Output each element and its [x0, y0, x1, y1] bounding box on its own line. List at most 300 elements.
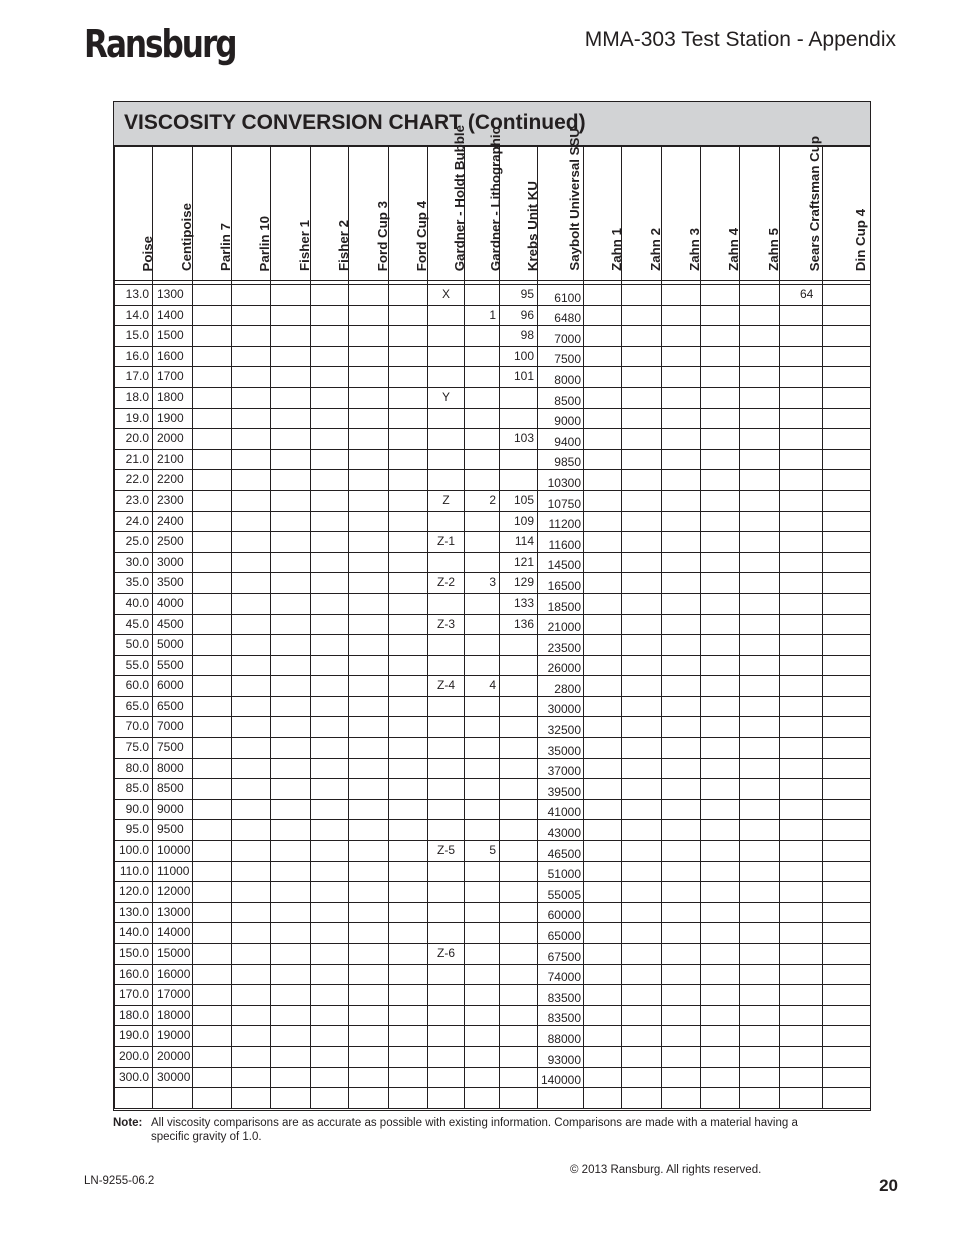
table-cell [193, 902, 232, 923]
table-cell [701, 717, 740, 738]
table-cell [349, 1067, 389, 1088]
table-cell [823, 758, 871, 779]
table-cell [622, 902, 662, 923]
table-cell [465, 820, 500, 841]
table-cell [622, 923, 662, 944]
table-cell [271, 511, 311, 532]
column-header-label: Sears Craftsman Cup [807, 135, 822, 271]
column-header [232, 147, 271, 281]
table-cell [780, 717, 823, 738]
table-cell [193, 820, 232, 841]
column-header-label: Zahn 4 [726, 228, 741, 271]
table-cell [701, 346, 740, 367]
table-cell: 109 [500, 511, 538, 532]
table-cell [232, 490, 271, 511]
table-cell [311, 841, 349, 862]
table-row [115, 861, 871, 882]
table-cell [740, 861, 780, 882]
table-cell [428, 655, 465, 676]
table-cell [780, 367, 823, 388]
table-cell: Z-3 [428, 614, 465, 635]
table-cell [232, 655, 271, 676]
table-cell [823, 1026, 871, 1047]
table-cell [428, 449, 465, 470]
table-cell [662, 635, 701, 656]
table-cell [465, 738, 500, 759]
table-cell [349, 449, 389, 470]
table-cell [232, 758, 271, 779]
table-cell [311, 902, 349, 923]
table-cell [780, 1046, 823, 1067]
viscosity-conversion-chart [113, 101, 871, 1111]
table-cell [349, 655, 389, 676]
table-cell [622, 449, 662, 470]
table-cell [271, 346, 311, 367]
column-header [271, 147, 311, 281]
table-cell [193, 346, 232, 367]
table-cell [500, 738, 538, 759]
table-cell [662, 861, 701, 882]
table-cell [622, 985, 662, 1006]
table-cell [389, 552, 428, 573]
table-cell: 19.0 [115, 408, 153, 429]
table-cell: 10750 [538, 490, 584, 511]
table-cell: 2400 [153, 511, 193, 532]
table-cell [389, 985, 428, 1006]
table-cell: 7500 [153, 738, 193, 759]
table-row [115, 1088, 871, 1109]
table-cell [823, 408, 871, 429]
table-row [115, 635, 871, 656]
table-cell [193, 676, 232, 697]
table-cell [271, 552, 311, 573]
table-cell: 74000 [538, 964, 584, 985]
table-cell [780, 408, 823, 429]
table-row [115, 552, 871, 573]
table-cell [232, 923, 271, 944]
table-cell: 39500 [538, 779, 584, 800]
table-cell: 200.0 [115, 1046, 153, 1067]
table-cell: 140.0 [115, 923, 153, 944]
table-cell [428, 738, 465, 759]
table-cell [500, 820, 538, 841]
table-row [115, 285, 871, 306]
table-cell [500, 944, 538, 965]
table-cell [701, 820, 740, 841]
table-cell [780, 1005, 823, 1026]
table-cell [823, 614, 871, 635]
table-cell [465, 552, 500, 573]
table-cell: 16500 [538, 573, 584, 594]
table-cell [662, 346, 701, 367]
table-cell [780, 635, 823, 656]
table-cell [740, 923, 780, 944]
table-row [115, 367, 871, 388]
table-cell [193, 738, 232, 759]
table-cell [500, 470, 538, 491]
table-cell [349, 532, 389, 553]
header-row [115, 147, 871, 281]
table-cell [428, 305, 465, 326]
table-cell [311, 1046, 349, 1067]
table-row [115, 305, 871, 326]
table-cell [311, 799, 349, 820]
table-cell [465, 1005, 500, 1026]
table-cell [428, 758, 465, 779]
table-cell: 17000 [153, 985, 193, 1006]
table-row [115, 882, 871, 903]
document-title: MMA-303 Test Station - Appendix [584, 28, 896, 51]
table-row [115, 696, 871, 717]
table-cell [232, 1005, 271, 1026]
table-cell [311, 964, 349, 985]
table-cell: 1 [465, 305, 500, 326]
table-cell [584, 861, 622, 882]
table-cell [584, 985, 622, 1006]
table-cell [662, 882, 701, 903]
table-cell [271, 1005, 311, 1026]
table-cell [500, 696, 538, 717]
column-header-label: Centipoise [178, 203, 194, 271]
table-cell [662, 449, 701, 470]
table-cell [389, 593, 428, 614]
table-cell [584, 429, 622, 450]
table-cell: 5500 [153, 655, 193, 676]
table-cell: 93000 [538, 1046, 584, 1067]
table-cell: 98 [500, 326, 538, 347]
table-cell [701, 429, 740, 450]
column-header [538, 128, 584, 281]
table-cell: 20.0 [115, 429, 153, 450]
table-cell [823, 882, 871, 903]
table-cell [349, 367, 389, 388]
table-cell [193, 1067, 232, 1088]
table-cell: 14000 [153, 923, 193, 944]
table-cell [232, 470, 271, 491]
table-cell: 35000 [538, 738, 584, 759]
table-cell [701, 841, 740, 862]
table-cell [500, 655, 538, 676]
table-cell [622, 429, 662, 450]
table-cell [428, 1088, 465, 1109]
table-cell [193, 841, 232, 862]
table-cell [349, 326, 389, 347]
table-cell [271, 429, 311, 450]
table-cell [740, 511, 780, 532]
table-cell [271, 655, 311, 676]
table-cell: 65000 [538, 923, 584, 944]
table-row [115, 738, 871, 759]
table-cell [271, 1088, 311, 1109]
table-cell [389, 861, 428, 882]
table-cell [740, 1067, 780, 1088]
table-cell [823, 635, 871, 656]
table-cell [584, 573, 622, 594]
table-cell [311, 490, 349, 511]
table-cell [780, 861, 823, 882]
page-number: 20 [879, 1176, 898, 1195]
table-cell [662, 964, 701, 985]
table-cell [271, 717, 311, 738]
table-cell [389, 1005, 428, 1026]
table-cell [349, 696, 389, 717]
table-cell: 9850 [538, 449, 584, 470]
table-cell: 55005 [538, 882, 584, 903]
table-cell [271, 614, 311, 635]
table-cell [389, 470, 428, 491]
table-cell [465, 985, 500, 1006]
table-cell: 6480 [538, 305, 584, 326]
table-cell [465, 532, 500, 553]
table-cell [500, 1005, 538, 1026]
table-cell [780, 532, 823, 553]
table-cell [740, 882, 780, 903]
table-cell [349, 552, 389, 573]
table-cell [701, 655, 740, 676]
table-cell [622, 305, 662, 326]
table-cell [584, 449, 622, 470]
table-cell [662, 985, 701, 1006]
table-cell: 83500 [538, 985, 584, 1006]
table-cell [780, 985, 823, 1006]
table-cell: 8500 [538, 387, 584, 408]
table-cell [271, 387, 311, 408]
table-cell [193, 532, 232, 553]
table-cell [584, 532, 622, 553]
table-cell [584, 367, 622, 388]
table-cell [500, 676, 538, 697]
table-cell [311, 387, 349, 408]
table-cell [271, 532, 311, 553]
table-cell [622, 655, 662, 676]
table-cell [584, 346, 622, 367]
table-cell: 300.0 [115, 1067, 153, 1088]
table-cell [232, 964, 271, 985]
table-cell [465, 799, 500, 820]
table-cell [823, 490, 871, 511]
table-cell [193, 408, 232, 429]
table-cell [662, 552, 701, 573]
table-cell [500, 985, 538, 1006]
table-cell [823, 799, 871, 820]
table-cell [823, 1005, 871, 1026]
table-cell [428, 429, 465, 450]
table-cell [232, 326, 271, 347]
table-cell [584, 696, 622, 717]
table-cell: 1900 [153, 408, 193, 429]
table-cell [584, 285, 622, 306]
table-cell [622, 367, 662, 388]
document-number: LN-9255-06.2 [84, 1175, 155, 1187]
table-cell [311, 346, 349, 367]
table-cell [662, 532, 701, 553]
table-cell: 64 [780, 285, 823, 306]
table-cell [584, 655, 622, 676]
table-cell [584, 614, 622, 635]
table-cell [428, 696, 465, 717]
table-cell [584, 820, 622, 841]
table-cell [311, 408, 349, 429]
table-cell [349, 573, 389, 594]
table-cell [389, 799, 428, 820]
table-cell [780, 676, 823, 697]
table-row [115, 1005, 871, 1026]
table-cell [701, 861, 740, 882]
table-cell [500, 1026, 538, 1047]
table-row [115, 573, 871, 594]
table-cell [232, 593, 271, 614]
table-row [115, 326, 871, 347]
table-cell: 55.0 [115, 655, 153, 676]
table-cell [465, 902, 500, 923]
table-cell [311, 470, 349, 491]
table-cell: 120.0 [115, 882, 153, 903]
table-cell [465, 614, 500, 635]
table-cell: 46500 [538, 841, 584, 862]
table-cell [500, 902, 538, 923]
table-cell [780, 655, 823, 676]
table-cell: 150.0 [115, 944, 153, 965]
table-cell [780, 387, 823, 408]
table-cell [701, 285, 740, 306]
table-cell [311, 696, 349, 717]
table-cell [311, 923, 349, 944]
table-row [115, 655, 871, 676]
table-cell [311, 305, 349, 326]
table-cell: 18500 [538, 593, 584, 614]
table-cell [193, 758, 232, 779]
table-cell [193, 655, 232, 676]
table-cell: Z-5 [428, 841, 465, 862]
table-cell [622, 552, 662, 573]
table-cell [701, 1046, 740, 1067]
table-cell: Z-2 [428, 573, 465, 594]
table-cell [349, 944, 389, 965]
table-cell [780, 1088, 823, 1109]
table-cell [701, 1067, 740, 1088]
table-cell [349, 799, 389, 820]
table-row [115, 470, 871, 491]
table-cell [622, 285, 662, 306]
table-cell [780, 820, 823, 841]
table-cell [622, 820, 662, 841]
table-cell [780, 305, 823, 326]
column-header-label: Din Cup 4 [852, 208, 868, 271]
table-cell: 100 [500, 346, 538, 367]
table-cell [311, 1067, 349, 1088]
table-cell: 95 [500, 285, 538, 306]
table-cell [465, 387, 500, 408]
table-cell [622, 676, 662, 697]
table-cell [622, 696, 662, 717]
table-cell [740, 758, 780, 779]
table-cell [428, 820, 465, 841]
table-cell: 14.0 [115, 305, 153, 326]
table-cell [465, 346, 500, 367]
table-cell [271, 326, 311, 347]
column-header [740, 147, 780, 281]
table-cell [740, 676, 780, 697]
table-cell [428, 964, 465, 985]
table-cell [780, 614, 823, 635]
table-cell: 67500 [538, 944, 584, 965]
column-header-label: Poise [139, 235, 155, 271]
table-cell [823, 841, 871, 862]
table-cell: 2300 [153, 490, 193, 511]
column-header [584, 147, 622, 281]
table-cell: 100.0 [115, 841, 153, 862]
table-cell [311, 882, 349, 903]
table-cell [271, 985, 311, 1006]
column-header [701, 147, 740, 281]
column-header-label: Krebs Unit KU [524, 180, 540, 271]
table-cell [584, 841, 622, 862]
table-cell [232, 738, 271, 759]
table-cell [311, 552, 349, 573]
table-cell [500, 717, 538, 738]
table-cell [701, 511, 740, 532]
table-cell [823, 285, 871, 306]
table-cell [622, 470, 662, 491]
table-cell [465, 861, 500, 882]
table-cell [823, 449, 871, 470]
table-cell [662, 285, 701, 306]
table-cell: Y [428, 387, 465, 408]
table-cell [662, 758, 701, 779]
table-cell [622, 532, 662, 553]
table-cell [740, 285, 780, 306]
table-cell [538, 1088, 584, 1109]
table-cell [311, 511, 349, 532]
table-cell: 133 [500, 593, 538, 614]
table-cell: 80.0 [115, 758, 153, 779]
table-cell: 15.0 [115, 326, 153, 347]
column-header-label: Ford Cup 3 [374, 200, 390, 271]
table-cell [662, 738, 701, 759]
table-cell [349, 387, 389, 408]
table-cell: 11200 [538, 511, 584, 532]
table-cell: 9000 [538, 408, 584, 429]
table-cell [389, 573, 428, 594]
table-cell [311, 635, 349, 656]
table-cell [662, 326, 701, 347]
table-cell [823, 861, 871, 882]
table-cell [349, 902, 389, 923]
table-cell [271, 573, 311, 594]
table-cell [500, 635, 538, 656]
table-cell [311, 449, 349, 470]
table-cell [349, 511, 389, 532]
table-cell [389, 882, 428, 903]
table-cell [465, 717, 500, 738]
table-cell [823, 696, 871, 717]
table-row [115, 964, 871, 985]
table-cell [271, 1046, 311, 1067]
table-cell [465, 367, 500, 388]
table-cell [389, 285, 428, 306]
table-cell [193, 799, 232, 820]
table-cell: 21000 [538, 614, 584, 635]
table-cell: 60000 [538, 902, 584, 923]
table-cell [349, 490, 389, 511]
table-cell [780, 511, 823, 532]
table-cell [311, 367, 349, 388]
table-cell [823, 593, 871, 614]
table-cell [428, 470, 465, 491]
table-cell [349, 429, 389, 450]
table-cell [823, 738, 871, 759]
table-cell [389, 367, 428, 388]
